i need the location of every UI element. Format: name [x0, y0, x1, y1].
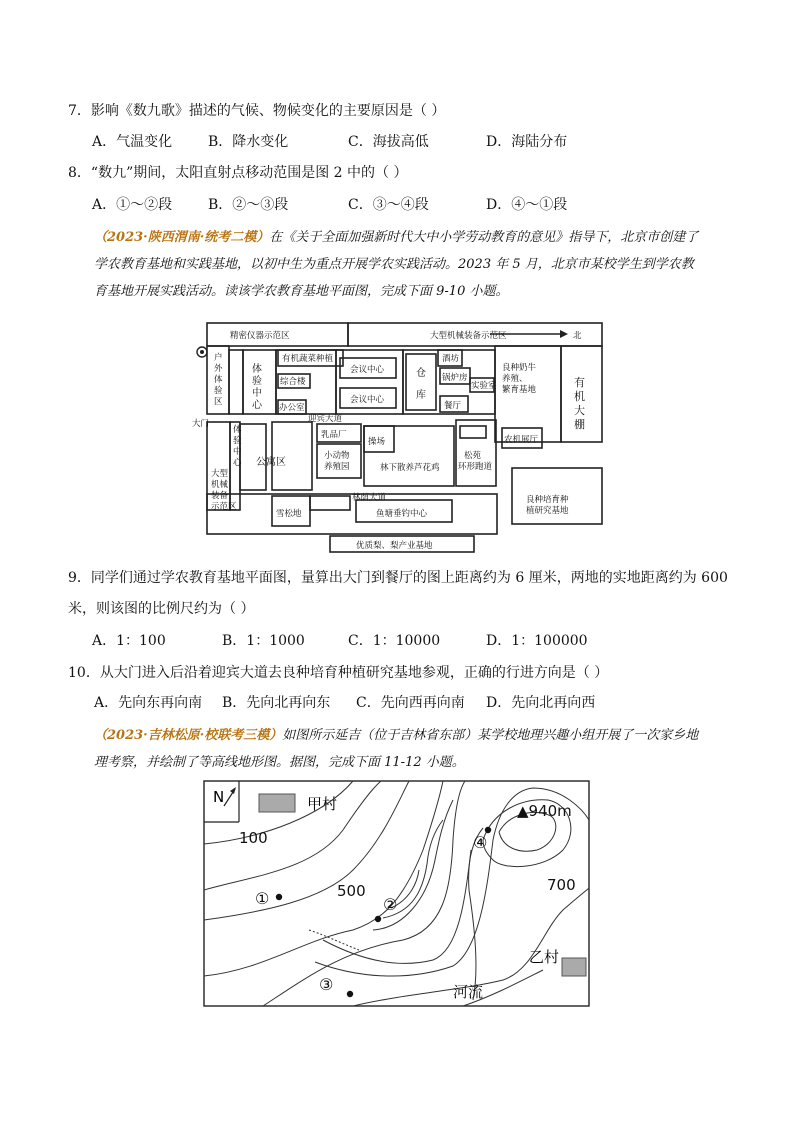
q9-stem-line2: 米，则该图的比例尺约为（ ）	[68, 601, 255, 617]
contour-100-label: 100	[239, 829, 268, 847]
passage-source-2: （2023·吉林松原·校联考三模）	[94, 728, 283, 743]
label-meeting-1: 会议中心	[350, 365, 385, 375]
label-farm-exhibit: 农机展厅	[504, 435, 539, 445]
label-greenhouse: 有机大棚	[574, 376, 585, 431]
q8-stem: 8．“数九”期间，太阳直射点移动范围是图 2 中的（ ）	[68, 165, 408, 181]
label-gate: 大门	[192, 419, 210, 429]
label-office: 办公室	[279, 403, 305, 413]
q10-option-d[interactable]: D．先向北再向西	[486, 695, 596, 711]
label-seed-base: 良种培育种植研究基地	[526, 495, 569, 516]
contour-700-label: 700	[547, 876, 576, 894]
label-dairy: 乳品厂	[321, 430, 347, 440]
q10-option-c[interactable]: C．先向西再向南	[356, 695, 465, 711]
point-3-marker	[347, 991, 353, 997]
label-experience-center: 体验中心	[252, 364, 262, 411]
point-3-label: ③	[319, 975, 334, 994]
passage-text: 在《关于全面加强新时代大中小学劳动教育的意见》指导下，北京市创建了学农教育基地和实践基地，以初中生为重点开展学农实践活动。2023 年 5 月，北京市某校学生到学农教育基地开展实践活动。读该学农教育基地平面图，完成下面 9-10 小题。	[94, 230, 699, 299]
q8-option-a[interactable]: A．①～②段	[92, 197, 173, 213]
river-label: 河流	[453, 983, 484, 1001]
q10-option-a[interactable]: A．先向东再向南	[94, 695, 203, 711]
label-north: 北	[573, 331, 582, 341]
q7-option-d[interactable]: D．海陆分布	[486, 134, 568, 150]
label-xuesong: 雪松地	[276, 509, 302, 519]
point-2-label: ②	[383, 895, 398, 914]
passage-11-12	[94, 722, 704, 776]
label-pine-track: 松苑环形跑道	[458, 451, 493, 472]
peak-label: ▲940m	[517, 802, 572, 820]
q10-option-b[interactable]: B．先向北再向东	[222, 695, 331, 711]
q7-option-b[interactable]: B．降水变化	[208, 134, 289, 150]
passage-text-2: 如图所示延吉（位于吉林省东部）某学校地理兴趣小组开展了一次家乡地理考察，并绘制了等高线地形图。据图，完成下面 11-12 小题。	[94, 728, 699, 770]
q7-option-a[interactable]: A．气温变化	[92, 134, 173, 150]
label-chicken: 林下散养芦花鸡	[380, 463, 440, 473]
passage-source: （2023·陕西渭南·统考二模）	[94, 230, 270, 245]
label-fishing: 鱼塘垂钓中心	[376, 509, 428, 519]
q9-option-a[interactable]: A．1：100	[92, 633, 166, 649]
label-comprehensive: 综合楼	[280, 377, 306, 387]
label-cattle: 良种奶牛养殖、繁育基地	[502, 363, 537, 395]
point-4-marker	[485, 827, 491, 833]
label-machinery-top: 大型机械装备示范区	[430, 331, 507, 341]
q8-option-d[interactable]: D．④～①段	[486, 197, 568, 213]
q8-option-c[interactable]: C．③～④段	[348, 197, 429, 213]
label-canteen: 餐厅	[444, 401, 462, 411]
label-avenue: 迎宾大道	[308, 414, 343, 424]
q9-option-d[interactable]: D．1：100000	[486, 633, 588, 649]
q7-stem: 7．影响《数九歌》描述的气候、物候变化的主要原因是（ ）	[68, 103, 446, 119]
contour-map	[203, 780, 591, 1008]
label-meeting-2: 会议中心	[350, 395, 385, 405]
q9-stem-line1: 9．同学们通过学农教育基地平面图，量算出大门到餐厅的图上距离约为 6 厘米，两地的实地距离约为 600	[68, 570, 728, 586]
q7-option-c[interactable]: C．海拔高低	[348, 134, 429, 150]
village-a-icon	[259, 794, 295, 812]
q9-option-c[interactable]: C．1：10000	[348, 633, 441, 649]
point-1-label: ①	[255, 889, 270, 908]
label-fruit: 优质梨、梨产业基地	[356, 541, 433, 551]
label-playground: 操场	[368, 437, 386, 447]
label-apartment: 公寓区	[256, 457, 286, 468]
label-organic-veg: 有机蔬菜种植	[282, 354, 334, 364]
label-boiler: 锅炉房	[442, 373, 468, 383]
north-label: N	[213, 788, 225, 806]
label-experience-center-2: 体验中心	[233, 425, 242, 468]
label-precision: 精密仪器示范区	[230, 331, 290, 341]
label-outdoor: 户外体验区	[214, 353, 223, 407]
village-a-label: 甲村	[307, 795, 338, 813]
label-winery: 酒坊	[442, 354, 460, 364]
point-4-label: ④	[473, 833, 488, 852]
village-b-icon	[562, 958, 586, 976]
passage-9-10	[94, 224, 704, 305]
point-1-marker	[276, 894, 282, 900]
label-forest-road: 林荫大道	[352, 493, 387, 503]
point-2-marker	[375, 916, 381, 922]
label-machinery-left: 大型机械装备示范区	[211, 469, 237, 512]
label-lab: 实验室	[471, 381, 497, 391]
contour-500-label: 500	[337, 882, 366, 900]
village-b-label: 乙村	[529, 948, 560, 966]
label-small-animals: 小动物养殖园	[324, 451, 350, 472]
q10-stem: 10．从大门进入后沿着迎宾大道去良种培育种植研究基地参观，正确的行进方向是（ ）	[68, 665, 609, 681]
farm-base-plan-map	[190, 320, 610, 556]
q8-option-b[interactable]: B．②～③段	[208, 197, 289, 213]
label-warehouse: 仓库	[416, 368, 426, 401]
q9-option-b[interactable]: B．1：1000	[222, 633, 305, 649]
